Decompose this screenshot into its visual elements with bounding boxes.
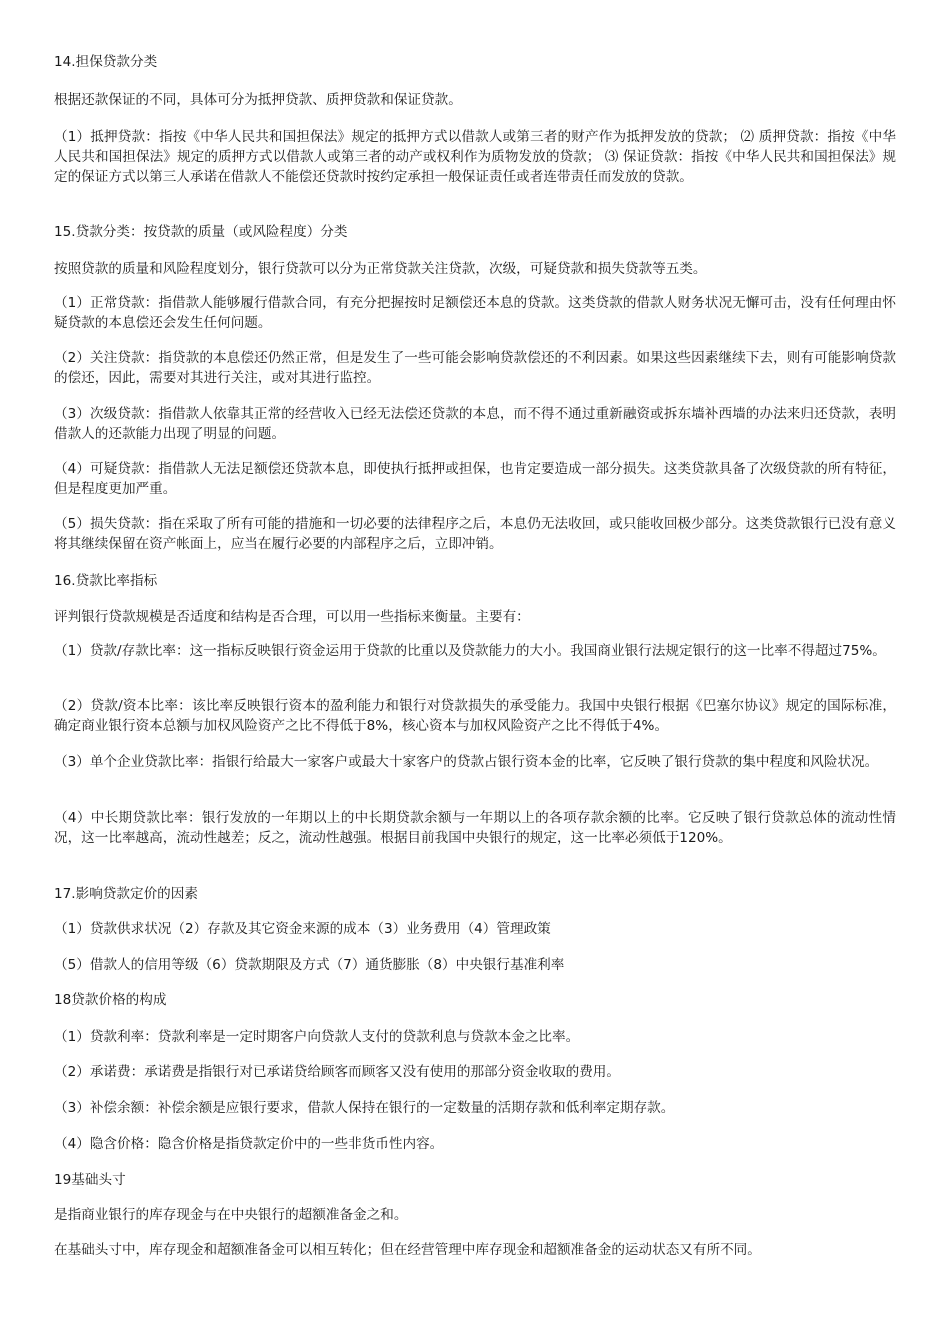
paragraph: 评判银行贷款规模是否适度和结构是否合理，可以用一些指标来衡量。主要有：: [54, 609, 530, 625]
paragraph: （3）次级贷款：指借款人依靠其正常的经营收入已经无法偿还贷款的本息，而不得不通过重新融资或拆东墙补西墙的办法来归还贷款，表明借款人的还款能力出现了明显的问题。: [54, 406, 896, 442]
paragraph: （1）正常贷款：指借款人能够履行借款合同，有充分把握按时足额偿还本息的贷款。这类贷款的借款人财务状况无懈可击，没有任何理由怀疑贷款的本息偿还会发生任何问题。: [54, 295, 896, 331]
paragraph: （1）贷款/存款比率：这一指标反映银行资金运用于贷款的比重以及贷款能力的大小。我国商业银行法规定银行的这一比率不得超过75%。: [54, 643, 886, 659]
section-heading-16: 16.贷款比率指标: [54, 573, 158, 589]
paragraph: （2）承诺费：承诺费是指银行对已承诺贷给顾客而顾客又没有使用的那部分资金收取的费用。: [54, 1064, 620, 1080]
paragraph: （5）借款人的信用等级（6）贷款期限及方式（7）通货膨胀（8）中央银行基准利率: [54, 957, 565, 973]
section-heading-17: 17.影响贷款定价的因素: [54, 886, 198, 902]
paragraph: （3）单个企业贷款比率：指银行给最大一家客户或最大十家客户的贷款占银行资本金的比率，它反映了银行贷款的集中程度和风险状况。: [54, 754, 879, 770]
section-heading-15: 15.贷款分类：按贷款的质量（或风险程度）分类: [54, 224, 348, 240]
paragraph: （5）损失贷款：指在采取了所有可能的措施和一切必要的法律程序之后，本息仍无法收回，或只能收回极少部分。这类贷款银行已没有意义将其继续保留在资产帐面上，应当在履行必要的内部程序之后，立即冲销。: [54, 516, 896, 552]
paragraph: （1）贷款利率：贷款利率是一定时期客户向贷款人支付的贷款利息与贷款本金之比率。: [54, 1029, 580, 1045]
section-heading-19: 19基础头寸: [54, 1172, 126, 1188]
paragraph: （4）可疑贷款：指借款人无法足额偿还贷款本息，即使执行抵押或担保，也肯定要造成一部分损失。这类贷款具备了次级贷款的所有特征，但是程度更加严重。: [54, 461, 896, 497]
paragraph: （2）贷款/资本比率：该比率反映银行资本的盈利能力和银行对贷款损失的承受能力。我国中央银行根据《巴塞尔协议》规定的国际标准，确定商业银行资本总额与加权风险资产之比不得低于8%，核心资本与加权风险资产之比不得低于4%。: [54, 698, 896, 734]
paragraph: 在基础头寸中，库存现金和超额准备金可以相互转化；但在经营管理中库存现金和超额准备金的运动状态又有所不同。: [54, 1242, 761, 1258]
paragraph: （1）贷款供求状况（2）存款及其它资金来源的成本（3）业务费用（4）管理政策: [54, 921, 551, 937]
section-heading-18: 18贷款价格的构成: [54, 992, 167, 1008]
paragraph: 是指商业银行的库存现金与在中央银行的超额准备金之和。: [54, 1207, 408, 1223]
paragraph: （3）补偿余额：补偿余额是应银行要求，借款人保持在银行的一定数量的活期存款和低利率定期存款。: [54, 1100, 675, 1116]
paragraph: （4）隐含价格：隐含价格是指贷款定价中的一些非货币性内容。: [54, 1136, 444, 1152]
paragraph: （4）中长期贷款比率：银行发放的一年期以上的中长期贷款余额与一年期以上的各项存款余额的比率。它反映了银行贷款总体的流动性情况，这一比率越高，流动性越差；反之，流动性越强。根据目前我国中央银行的规定，这一比率必须低于120%。: [54, 810, 896, 846]
paragraph: 根据还款保证的不同，具体可分为抵押贷款、质押贷款和保证贷款。: [54, 92, 462, 108]
paragraph: （2）关注贷款：指贷款的本息偿还仍然正常，但是发生了一些可能会影响贷款偿还的不利因素。如果这些因素继续下去，则有可能影响贷款的偿还，因此，需要对其进行关注，或对其进行监控。: [54, 350, 896, 386]
paragraph: （1）抵押贷款：指按《中华人民共和国担保法》规定的抵押方式以借款人或第三者的财产作为抵押发放的贷款； ⑵ 质押贷款：指按《中华人民共和国担保法》规定的质押方式以借款人或第三者的动产或权利作为质物发放的贷款； ⑶ 保证贷款：指按《中华人民共和国担保法》规定的保证方式以第三人承诺在借款人不能偿还贷款时按约定承担一般保证责任或者连带责任而发放的贷款。: [54, 129, 896, 185]
section-heading-14: 14.担保贷款分类: [54, 54, 158, 70]
paragraph: 按照贷款的质量和风险程度划分，银行贷款可以分为正常贷款关注贷款，次级，可疑贷款和损失贷款等五类。: [54, 261, 707, 277]
